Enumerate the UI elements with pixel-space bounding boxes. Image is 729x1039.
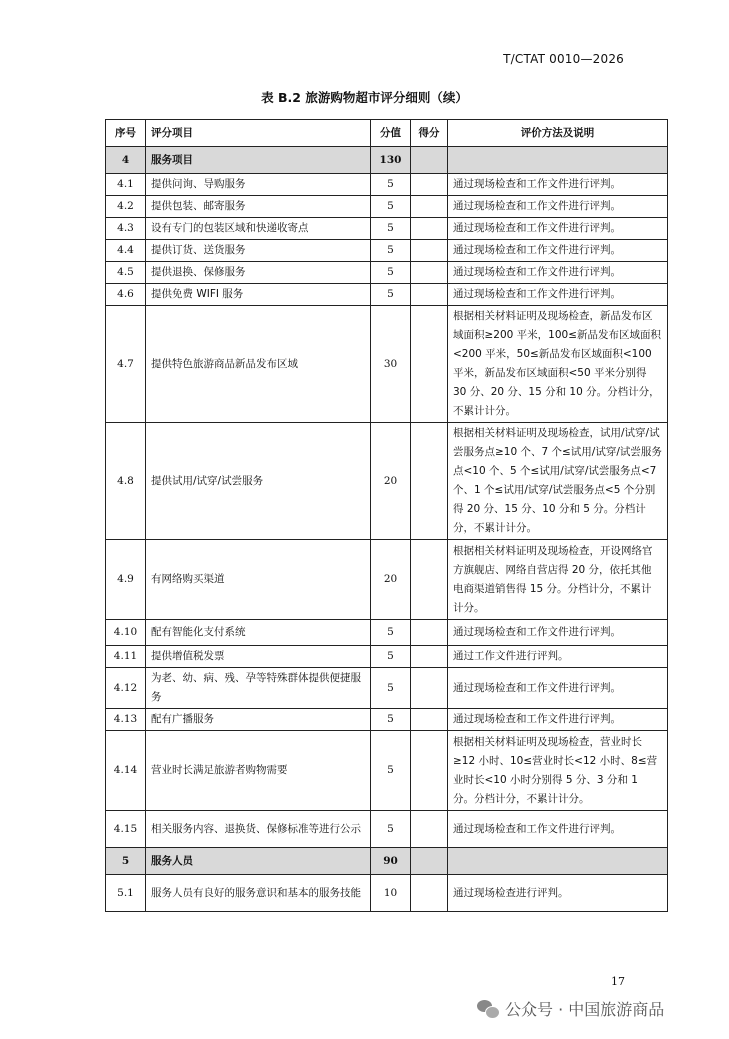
cell-item: 提供包装、邮寄服务 <box>146 196 371 218</box>
cell-got <box>411 174 448 196</box>
cell-score: 90 <box>371 848 411 875</box>
table-row <box>106 240 668 262</box>
cell-no: 4.1 <box>106 174 146 196</box>
cell-item: 提供特色旅游商品新品发布区域 <box>146 306 371 423</box>
table-row <box>106 875 668 912</box>
column-header-no: 序号 <box>106 120 146 147</box>
table-row <box>106 174 668 196</box>
table-row <box>106 709 668 731</box>
cell-got <box>411 848 448 875</box>
cell-method: 通过现场检查和工作文件进行评判。 <box>448 240 668 262</box>
table-row <box>106 262 668 284</box>
cell-no: 4.12 <box>106 668 146 709</box>
cell-method: 根据相关材料证明及现场检查，开设网络官方旗舰店、网络自营店得 20 分，依托其他电商渠道销售得 15 分。分档计分，不累计计分。 <box>448 540 668 620</box>
cell-item: 为老、幼、病、残、孕等特殊群体提供便捷服务 <box>146 668 371 709</box>
cell-no: 4.10 <box>106 620 146 646</box>
cell-method: 通过现场检查和工作文件进行评判。 <box>448 262 668 284</box>
cell-score: 5 <box>371 646 411 668</box>
cell-no: 4.3 <box>106 218 146 240</box>
cell-got <box>411 731 448 811</box>
table-row <box>106 646 668 668</box>
cell-got <box>411 875 448 912</box>
page-number: 17 <box>611 975 625 988</box>
cell-score: 5 <box>371 709 411 731</box>
table-row <box>106 620 668 646</box>
cell-item: 提供试用/试穿/试尝服务 <box>146 423 371 540</box>
cell-no: 4.9 <box>106 540 146 620</box>
cell-item: 相关服务内容、退换货、保修标准等进行公示 <box>146 811 371 848</box>
cell-got <box>411 620 448 646</box>
column-header-got: 得分 <box>411 120 448 147</box>
cell-method: 通过现场检查和工作文件进行评判。 <box>448 709 668 731</box>
cell-no: 4.5 <box>106 262 146 284</box>
table-row <box>106 306 668 423</box>
column-header-item: 评分项目 <box>146 120 371 147</box>
watermark <box>477 997 664 1020</box>
cell-item: 服务项目 <box>146 147 371 174</box>
cell-no: 5.1 <box>106 875 146 912</box>
table-header-row <box>106 120 668 147</box>
column-header-score: 分值 <box>371 120 411 147</box>
cell-got <box>411 540 448 620</box>
cell-score: 5 <box>371 174 411 196</box>
cell-score: 5 <box>371 262 411 284</box>
table-row <box>106 811 668 848</box>
cell-got <box>411 811 448 848</box>
cell-got <box>411 668 448 709</box>
watermark-text: 公众号 · 中国旅游商品 <box>505 1000 665 1019</box>
cell-score: 30 <box>371 306 411 423</box>
table-row <box>106 668 668 709</box>
cell-no: 5 <box>106 848 146 875</box>
table-row <box>106 284 668 306</box>
cell-no: 4.4 <box>106 240 146 262</box>
cell-item: 提供退换、保修服务 <box>146 262 371 284</box>
cell-item: 配有广播服务 <box>146 709 371 731</box>
cell-no: 4.11 <box>106 646 146 668</box>
cell-item: 提供免费 WIFI 服务 <box>146 284 371 306</box>
cell-method: 通过现场检查和工作文件进行评判。 <box>448 174 668 196</box>
wechat-icon <box>477 1000 499 1018</box>
section-row <box>106 848 668 875</box>
scoring-table <box>105 119 668 912</box>
cell-item: 服务人员 <box>146 848 371 875</box>
cell-got <box>411 147 448 174</box>
cell-item: 服务人员有良好的服务意识和基本的服务技能 <box>146 875 371 912</box>
section-row <box>106 147 668 174</box>
cell-score: 5 <box>371 668 411 709</box>
cell-item: 提供订货、送货服务 <box>146 240 371 262</box>
cell-score: 5 <box>371 218 411 240</box>
cell-score: 20 <box>371 540 411 620</box>
cell-got <box>411 423 448 540</box>
cell-got <box>411 240 448 262</box>
document-code: T/CTAT 0010—2026 <box>503 52 624 66</box>
cell-item: 配有智能化支付系统 <box>146 620 371 646</box>
cell-score: 20 <box>371 423 411 540</box>
cell-item: 提供问询、导购服务 <box>146 174 371 196</box>
cell-method: 通过现场检查和工作文件进行评判。 <box>448 811 668 848</box>
cell-score: 5 <box>371 811 411 848</box>
cell-method: 通过现场检查和工作文件进行评判。 <box>448 620 668 646</box>
table-row <box>106 540 668 620</box>
cell-method: 根据相关材料证明及现场检查，新品发布区域面积≥200 平米，100≤新品发布区域面积<200 平米，50≤新品发布区域面积<100 平米，新品发布区域面积<50 平米分别得 30 分、20 分、15 分和 10 分。分档计分，不累计计分。 <box>448 306 668 423</box>
cell-method: 通过现场检查和工作文件进行评判。 <box>448 218 668 240</box>
table-row <box>106 218 668 240</box>
cell-score: 5 <box>371 284 411 306</box>
cell-method: 通过工作文件进行评判。 <box>448 646 668 668</box>
cell-no: 4.13 <box>106 709 146 731</box>
cell-score: 5 <box>371 620 411 646</box>
cell-got <box>411 262 448 284</box>
cell-method: 通过现场检查和工作文件进行评判。 <box>448 668 668 709</box>
cell-no: 4 <box>106 147 146 174</box>
cell-method: 通过现场检查和工作文件进行评判。 <box>448 284 668 306</box>
cell-no: 4.14 <box>106 731 146 811</box>
cell-no: 4.15 <box>106 811 146 848</box>
cell-got <box>411 306 448 423</box>
cell-got <box>411 646 448 668</box>
column-header-method: 评价方法及说明 <box>448 120 668 147</box>
cell-no: 4.2 <box>106 196 146 218</box>
cell-method: 根据相关材料证明及现场检查，营业时长≥12 小时、10≤营业时长<12 小时、8≤营业时长<10 小时分别得 5 分、3 分和 1 分。分档计分，不累计计分。 <box>448 731 668 811</box>
cell-item: 提供增值税发票 <box>146 646 371 668</box>
cell-score: 5 <box>371 240 411 262</box>
cell-score: 5 <box>371 196 411 218</box>
cell-method: 根据相关材料证明及现场检查，试用/试穿/试尝服务点≥10 个、7 个≤试用/试穿/试尝服务点<10 个、5 个≤试用/试穿/试尝服务点<7 个、1 个≤试用/试穿/试尝服务点<5 个分别得 20 分、15 分、10 分和 5 分。分档计分，不累计计分。 <box>448 423 668 540</box>
cell-score: 5 <box>371 731 411 811</box>
cell-item: 营业时长满足旅游者购物需要 <box>146 731 371 811</box>
table-title: 表 B.2 旅游购物超市评分细则（续） <box>261 90 468 105</box>
cell-no: 4.7 <box>106 306 146 423</box>
cell-no: 4.8 <box>106 423 146 540</box>
cell-score: 130 <box>371 147 411 174</box>
cell-got <box>411 709 448 731</box>
cell-item: 设有专门的包装区域和快递收寄点 <box>146 218 371 240</box>
cell-no: 4.6 <box>106 284 146 306</box>
table-row <box>106 423 668 540</box>
cell-got <box>411 196 448 218</box>
cell-method: 通过现场检查和工作文件进行评判。 <box>448 196 668 218</box>
table-row <box>106 731 668 811</box>
cell-got <box>411 218 448 240</box>
cell-score: 10 <box>371 875 411 912</box>
cell-method <box>448 848 668 875</box>
table-row <box>106 196 668 218</box>
cell-method <box>448 147 668 174</box>
cell-method: 通过现场检查进行评判。 <box>448 875 668 912</box>
cell-got <box>411 284 448 306</box>
table-body <box>106 147 668 912</box>
cell-item: 有网络购买渠道 <box>146 540 371 620</box>
